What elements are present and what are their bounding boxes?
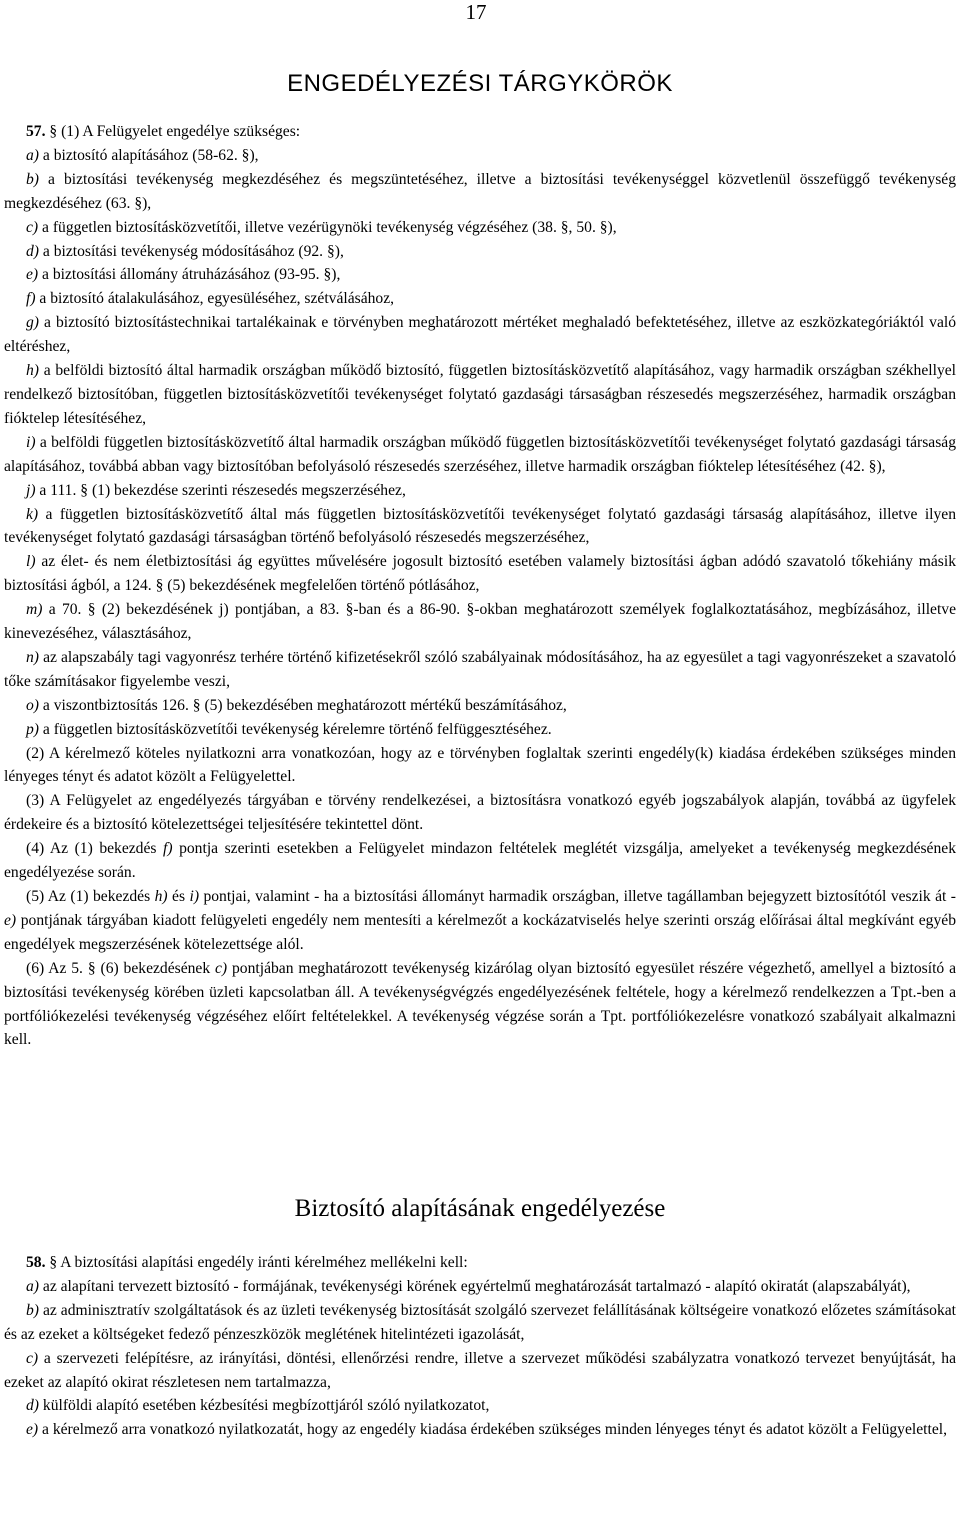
- s57-intro: 57. § (1) A Felügyelet engedélye szükséges:: [26, 123, 301, 140]
- section-title: Biztosító alapításának engedélyezése: [294, 1195, 666, 1222]
- s57-paragraph-3: (3) A Felügyelet az engedélyezés tárgyában e törvény rendelkezései, a biztosításra vonatkozó egyéb jogszabályok alapján, továbbá az ügyfelek érdekeire és a biztosító kötelezettségei teljesítésére tekintettel dönt.: [4, 792, 956, 834]
- s57-item-f: f) a biztosító átalakulásához, egyesüléséhez, szétválásához,: [26, 290, 395, 308]
- s57-item-m: m) a 70. § (2) bekezdésének j) pontjában, a 83. §-ban és a 86-90. §-okban meghatározott személyek foglalkoztatásához, megbízásához, illetve kinevezéséhez, választásához,: [4, 601, 956, 643]
- section-57: [4, 120, 956, 1052]
- s57-item-p: p) a független biztosításközvetítői tevékenység kérelemre történő felfüggesztéséhez.: [26, 720, 552, 738]
- s58-number: 58.: [26, 1254, 46, 1271]
- s57-paragraph-2: (2) A kérelmező köteles nyilatkozni arra vonatkozóan, hogy az e törvényben foglaltak szerinti engedély(k) kiadása érdekében szükséges minden lényeges tényt és adatot közölt a Felügyelettel.: [4, 744, 956, 786]
- s57-item-l: l) az élet- és nem életbiztosítási ág együttes művelésére jogosult biztosító esetében valamely biztosítási ágban adódó szavatoló tőkehiány másik biztosítási ágból, a 124. § (5) bekezdésének megfelelően történő pótlásához,: [4, 553, 956, 595]
- s57-paragraph-4: (4) Az (1) bekezdés f) pontja szerinti esetekben a Felügyelet mindazon feltételek meglétét vizsgálja, amelyeket a tevékenység megkezdésének engedélyezése során.: [4, 840, 956, 882]
- s57-number: 57.: [26, 123, 46, 140]
- s57-item-g: g) a biztosító biztosítástechnikai tartalékainak e törvényben meghatározott mértéket meghaladó befektetéséhez, illetve az eszközkategóriáktól való eltéréshez,: [4, 314, 956, 356]
- s57-item-d: d) a biztosítási tevékenység módosításához (92. §),: [26, 242, 344, 260]
- s57-item-j: j) a 111. § (1) bekezdése szerinti részesedés megszerzéséhez,: [26, 481, 406, 499]
- section-58: [4, 1251, 956, 1442]
- page-number: 17: [465, 0, 487, 24]
- s57-item-b: b) a biztosítási tevékenység megkezdéséhez és megszüntetéséhez, illetve a biztosítási tevékenységgel közvetlenül összefüggő tevékenység megkezdéséhez (63. §),: [4, 170, 956, 212]
- s57-paragraph-5: (5) Az (1) bekezdés h) és i) pontjai, valamint - ha a biztosítási állományt harmadik országban, illetve tagállamban bejegyzett biztosítótól veszik át - e) pontjának tárgyában kiadott felügyeleti engedély nem mentesíti a kérelmezőt a kockázatviselés helye szerinti ország előírásai által megkívánt egyéb engedélyek megszerzésének kötelezettsége alól.: [4, 888, 956, 953]
- s57-item-a: a) a biztosító alapításához (58-62. §),: [26, 146, 259, 164]
- s58-item-a: a) az alapítani tervezett biztosító - formájának, tevékenységi körének egyértelmű meghatározását tartalmazó - alapító okiratát (alapszabályát),: [26, 1277, 911, 1295]
- s58-item-c: c) a szervezeti felépítésre, az irányítási, döntési, ellenőrzési rendre, illetve a szervezet működési szabályzatra vonatkozó tervezet benyújtását, ha ezeket az alapító okirat részletesen nem tartalmazza,: [4, 1349, 956, 1391]
- s57-item-k: k) a független biztosításközvetítő által más független biztosításközvetítői tevékenységet folytató gazdasági társaság alapításához, illetve ilyen tevékenységet folytató gazdasági társaságban történő befolyásoló részesedés megszerzéséhez,: [4, 505, 956, 547]
- s57-item-n: n) az alapszabály tagi vagyonrész terhére történő kifizetésekről szóló szabályainak módosításához, ha az egyesület a tagi vagyonrészeket a szavatoló tőke számításakor figyelembe veszi,: [4, 648, 956, 690]
- s58-item-b: b) az adminisztratív szolgáltatások és az üzleti tevékenység biztosítását szolgáló szervezet felállításának költségeire vonatkozó előzetes számításokat és az ezeket a költségeket fedező pénzeszközök meglétének hitelintézeti igazolását,: [4, 1301, 956, 1343]
- s57-item-h: h) a belföldi biztosító által harmadik országban működő biztosító, független biztosításközvetítő alapításához, vagy harmadik országban székhellyel rendelkező biztosítóban, független biztosításközvetítői tevékenységet folytató gazdasági társaságban részesedés megszerzéséhez, harmadik országban fióktelep létesítéséhez,: [4, 362, 956, 427]
- s58-item-d: d) külföldi alapító esetében kézbesítési megbízottjáról szóló nyilatkozatot,: [26, 1397, 490, 1415]
- s58-item-e: e) a kérelmező arra vonatkozó nyilatkozatát, hogy az engedély kiadása érdekében szükséges minden lényeges tényt és adatot közölt a Felügyelettel,: [26, 1421, 947, 1439]
- s57-item-o: o) a viszontbiztosítás 126. § (5) bekezdésében meghatározott mértékű beszámításához,: [26, 696, 567, 714]
- s57-paragraph-6: (6) Az 5. § (6) bekezdésének c) pontjában meghatározott tevékenység kizárólag olyan biztosító egyesület részére végezhető, amellyel a biztosító a biztosítási tevékenység körében üzleti kapcsolatban áll. A tevékenységvégzés engedélyezésének feltétele, hogy a kérelmező rendelkezzen a Tpt.-ben a portfóliókezelési tevékenység végzéséhez előírt feltételekkel. A tevékenység végzése során a Tpt. portfóliókezelésre vonatkozó szabályait alkalmazni kell.: [4, 959, 957, 1049]
- s57-item-e: e) a biztosítási állomány átruházásához (93-95. §),: [26, 266, 341, 284]
- s57-item-i: i) a belföldi független biztosításközvetítő által harmadik országban működő független biztosításközvetítői tevékenységet folytató gazdasági társaság alapításához, továbbá abban vagy biztosítóban befolyásoló részesedés szerzéséhez, illetve harmadik országban fióktelep létesítéséhez (42. §),: [4, 433, 956, 475]
- s58-intro: 58. § A biztosítási alapítási engedély iránti kérelméhez mellékelni kell:: [26, 1254, 468, 1271]
- s57-item-c: c) a független biztosításközvetítői, illetve vezérügynöki tevékenység végzéséhez (38. §, 50. §),: [26, 218, 617, 236]
- chapter-title: ENGEDÉLYEZÉSI TÁRGYKÖRÖK: [287, 70, 673, 97]
